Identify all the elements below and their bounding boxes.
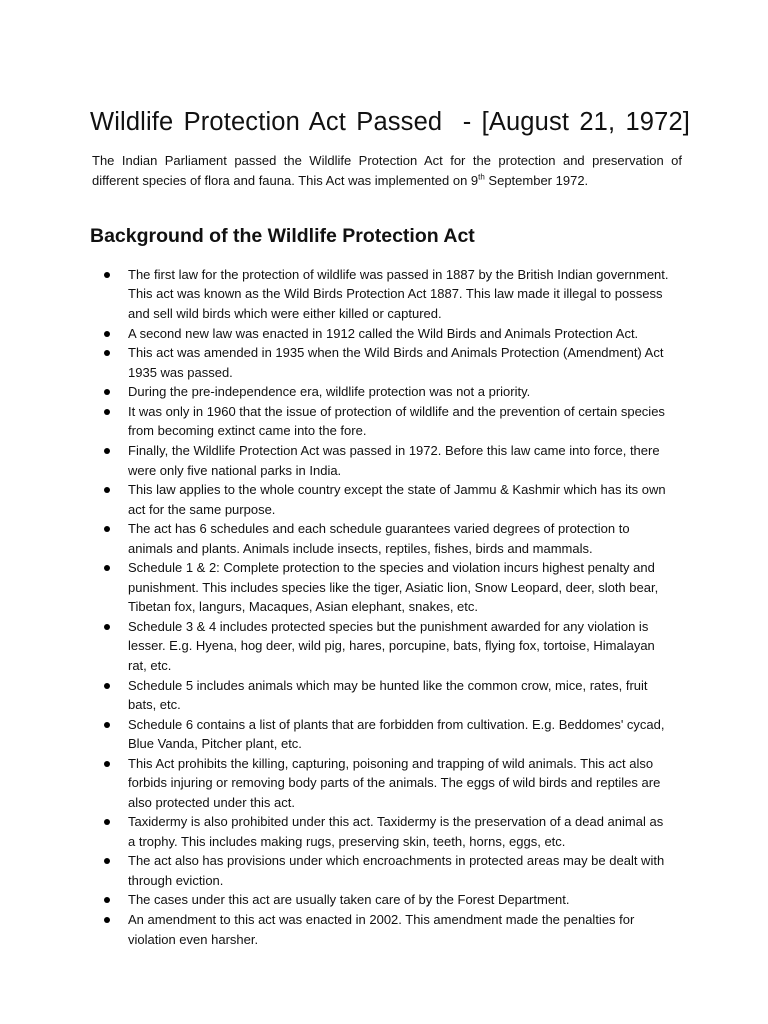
intro-paragraph <box>92 151 682 191</box>
bullet-icon <box>104 526 110 532</box>
list-item <box>102 676 672 715</box>
intro-text-end: September 1972. <box>484 173 589 188</box>
list-item-text: The act also has provisions under which encroachments in protected areas may be dealt with through eviction. <box>128 853 665 888</box>
list-item <box>102 519 672 558</box>
list-item <box>102 754 672 812</box>
bullet-icon <box>104 487 110 493</box>
list-item-text: A second new law was enacted in 1912 called the Wild Birds and Animals Protection Act. <box>128 325 639 341</box>
bullet-icon <box>104 350 110 356</box>
bullet-icon <box>104 565 110 571</box>
bullet-icon <box>104 448 110 454</box>
bullet-icon <box>104 409 110 415</box>
bullet-icon <box>104 683 110 689</box>
bullet-icon <box>104 722 110 728</box>
list-item <box>102 324 672 343</box>
bullet-icon <box>104 761 110 767</box>
list-item <box>102 265 672 323</box>
list-item-text: Schedule 1 & 2: Complete protection to the species and violation incurs highest penalty and punishment. This includes species like the tiger, Asiatic lion, Snow Leopard, deer, sloth bear, Tibetan fox, langurs, Macaques, Asian elephant, snakes, etc. <box>128 560 659 615</box>
list-item <box>102 382 672 401</box>
list-item-text: The act has 6 schedules and each schedule guarantees varied degrees of protection to animals and plants. Animals include insects, reptiles, fishes, birds and mammals. <box>128 521 630 556</box>
list-item-text: Schedule 5 includes animals which may be hunted like the common crow, mice, rates, fruit bats, etc. <box>128 677 648 712</box>
list-item <box>102 715 672 754</box>
list-item-text: Schedule 3 & 4 includes protected species but the punishment awarded for any violation is lesser. E.g. Hyena, hog deer, wild pig, hares, porcupine, bats, flying fox, tortoise, Himalayan rat, etc. <box>128 618 655 673</box>
list-item-text: An amendment to this act was enacted in 2002. This amendment made the penalties for violation even harsher. <box>128 912 635 947</box>
list-item <box>102 851 672 890</box>
list-item-text: It was only in 1960 that the issue of protection of wildlife and the prevention of certain species from becoming extinct came into the fore. <box>128 404 665 439</box>
list-item <box>102 441 672 480</box>
bullet-icon <box>104 858 110 864</box>
list-item-text: Finally, the Wildlife Protection Act was passed in 1972. Before this law came into force, there were only five national parks in India. <box>128 443 660 478</box>
page-title: Wildlife Protection Act Passed - [August 21, 1972] <box>90 108 691 136</box>
section-heading: Background of the Wildlife Protection Act <box>90 225 475 247</box>
intro-text: The Indian Parliament passed the Wildlife Protection Act for the protection and preservation of different species of flora and fauna. This Act was implemented on 9 <box>92 153 682 188</box>
bullet-icon <box>104 819 110 825</box>
list-item-text: The first law for the protection of wildlife was passed in 1887 by the British Indian government. This act was known as the Wild Birds Protection Act 1887. This law made it illegal to possess and sell wild birds which were either killed or captured. <box>128 267 669 321</box>
bullet-icon <box>104 331 110 337</box>
list-item-text: Taxidermy is also prohibited under this act. Taxidermy is the preservation of a dead animal as a trophy. This includes making rugs, preserving skin, teeth, horns, eggs, etc. <box>128 814 664 849</box>
list-item <box>102 480 672 519</box>
bullet-icon <box>104 624 110 630</box>
list-item-text: This Act prohibits the killing, capturing, poisoning and trapping of wild animals. This act also forbids injuring or removing body parts of the animals. The eggs of wild birds and reptiles are also protected under this act. <box>128 755 661 810</box>
ordinal-suffix: th <box>478 172 485 182</box>
bullet-icon <box>104 389 110 395</box>
list-item-text: This act was amended in 1935 when the Wild Birds and Animals Protection (Amendment) Act 1935 was passed. <box>128 345 664 380</box>
list-item <box>102 402 672 441</box>
list-item-text: During the pre-independence era, wildlife protection was not a priority. <box>128 384 531 400</box>
bullet-icon <box>104 897 110 903</box>
list-item-text: The cases under this act are usually taken care of by the Forest Department. <box>128 892 570 908</box>
list-item <box>102 558 672 616</box>
list-item-text: Schedule 6 contains a list of plants that are forbidden from cultivation. E.g. Beddomes' cycad, Blue Vanda, Pitcher plant, etc. <box>128 716 665 752</box>
list-item <box>102 617 672 675</box>
list-item <box>102 890 672 909</box>
list-item-text: This law applies to the whole country except the state of Jammu & Kashmir which has its own act for the same purpose. <box>128 482 666 517</box>
bullet-list <box>102 265 672 949</box>
bullet-icon <box>104 917 110 923</box>
list-item <box>102 910 672 949</box>
bullet-icon <box>104 272 110 278</box>
list-item <box>102 343 672 382</box>
list-item <box>102 812 672 851</box>
